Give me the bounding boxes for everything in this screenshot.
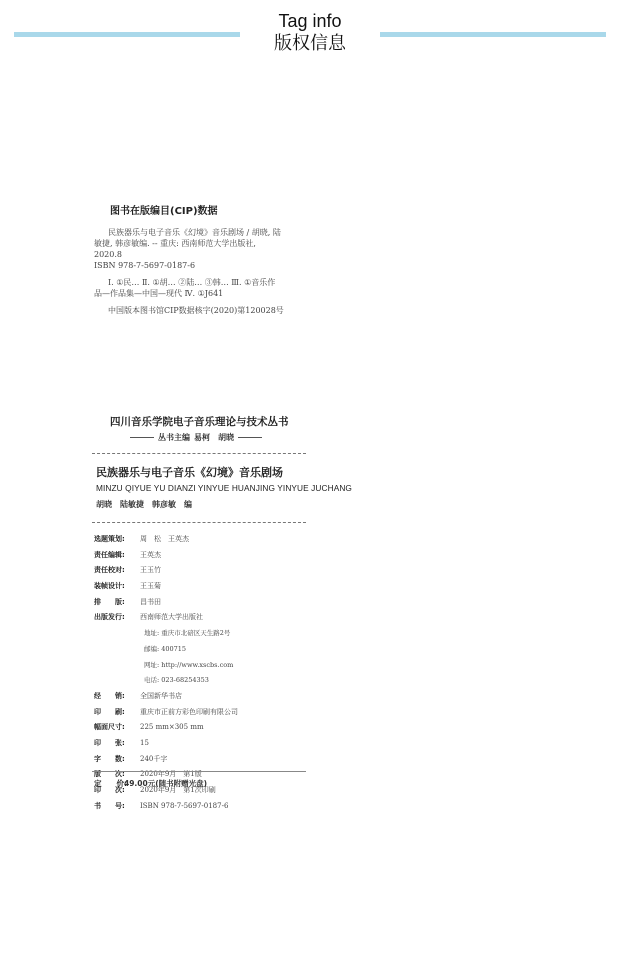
pub-label: 幅面尺寸: [94, 723, 125, 732]
cip-class-line: 品—作品集—中国—现代 Ⅳ. ①J641 [94, 289, 224, 298]
pub-value: 西南师范大学出版社 [140, 613, 203, 622]
section-divider [92, 453, 306, 454]
book-title-pinyin: MINZU QIYUE YU DIANZI YINYUE HUANJING YINYUE JUCHANG [96, 483, 352, 493]
series-editor-row [130, 432, 262, 443]
cip-heading: 图书在版编目(CIP)数据 [110, 206, 218, 217]
pub-value: 240千字 [140, 754, 168, 763]
pub-label: 装帧设计: [94, 582, 125, 591]
cip-record: 中国版本图书馆CIP数据核字(2020)第120028号 [108, 306, 284, 315]
pub-row [94, 722, 314, 738]
price-divider [92, 771, 306, 772]
pub-row [94, 581, 314, 597]
pub-row [94, 754, 314, 770]
publisher-postcode: 邮编: 400715 [144, 644, 187, 653]
price-label: 定 价: [94, 779, 127, 788]
pub-value: 2020年9月 第1次印刷 [140, 786, 216, 794]
pub-label: 责任编辑: [94, 550, 125, 559]
pub-label: 字 数: [94, 754, 125, 763]
pub-label: 经 销: [94, 691, 125, 700]
pub-label: 选题策划: [94, 535, 125, 543]
pub-label: 排 版: [94, 597, 125, 606]
pub-row [94, 565, 314, 581]
pub-value: 王玉菊 [140, 582, 161, 591]
pub-value: 王英杰 [140, 550, 161, 559]
pub-row [94, 738, 314, 754]
editor-dash-right [238, 437, 262, 438]
pub-value: 周 松 王英杰 [140, 535, 189, 543]
price-value: 49.00元(随书附赠光盘) [124, 779, 208, 788]
cip-line: 民族器乐与电子音乐《幻境》音乐剧场 / 胡晓, 陆 [108, 228, 281, 237]
publication-details [94, 534, 314, 816]
cip-line: ISBN 978-7-5697-0187-6 [94, 261, 196, 270]
cip-line: 2020.8 [94, 250, 122, 259]
pub-row [94, 644, 314, 660]
header-divider-left [14, 32, 240, 37]
pub-value: 225 mm×305 mm [140, 723, 204, 732]
pub-label: 出版发行: [94, 613, 125, 622]
pub-row [94, 707, 314, 723]
pub-row [94, 801, 314, 817]
pub-value: 重庆市正前方彩色印刷有限公司 [140, 707, 238, 716]
page-title-english: Tag info [278, 11, 342, 31]
pub-label: 印 次: [94, 786, 125, 794]
pub-row [94, 550, 314, 566]
pub-value: 2020年9月 第1版 [140, 770, 202, 779]
pub-label: 印 刷: [94, 707, 125, 716]
pub-label: 责任校对: [94, 566, 125, 575]
pub-row [94, 691, 314, 707]
publisher-address: 地址: 重庆市北碚区天生路2号 [144, 629, 231, 638]
price-row [94, 778, 207, 789]
cip-line: 敏捷, 韩彦敏编. -- 重庆: 西南师范大学出版社, [94, 239, 256, 248]
cip-block [94, 202, 334, 316]
pub-label: 印 张: [94, 738, 125, 747]
header-divider-right [380, 32, 606, 37]
series-title: 四川音乐学院电子音乐理论与技术丛书 [110, 416, 289, 428]
section-divider [92, 522, 306, 523]
series-editor-label: 丛书主编 [158, 433, 190, 442]
pub-row [94, 675, 314, 691]
cip-class-line: Ⅰ. ①民… Ⅱ. ①胡… ②陆… ③韩… Ⅲ. ①音乐作 [108, 278, 276, 287]
pub-label: 版 次: [94, 770, 125, 779]
pub-value: 王玉竹 [140, 566, 161, 575]
pub-label: 书 号: [94, 801, 125, 810]
pub-value: 全国新华书店 [140, 691, 182, 700]
series-editors: 易柯 胡晓 [194, 433, 234, 442]
editor-dash-left [130, 437, 154, 438]
book-title: 民族器乐与电子音乐《幻境》音乐剧场 [96, 466, 283, 479]
pub-row [94, 612, 314, 628]
pub-row [94, 597, 314, 613]
publisher-phone: 电话: 023-68254353 [144, 676, 209, 685]
publisher-website: 网址: http://www.xscbs.com [144, 660, 234, 669]
pub-row [94, 534, 314, 550]
pub-value: 15 [140, 738, 149, 747]
pub-value: 昌书田 [140, 597, 161, 606]
book-authors: 胡晓 陆敏捷 韩彦敏 编 [96, 500, 192, 509]
page-title-chinese: 版权信息 [274, 33, 346, 54]
isbn-value: ISBN 978-7-5697-0187-6 [140, 801, 229, 810]
pub-row [94, 628, 314, 644]
pub-row [94, 660, 314, 676]
